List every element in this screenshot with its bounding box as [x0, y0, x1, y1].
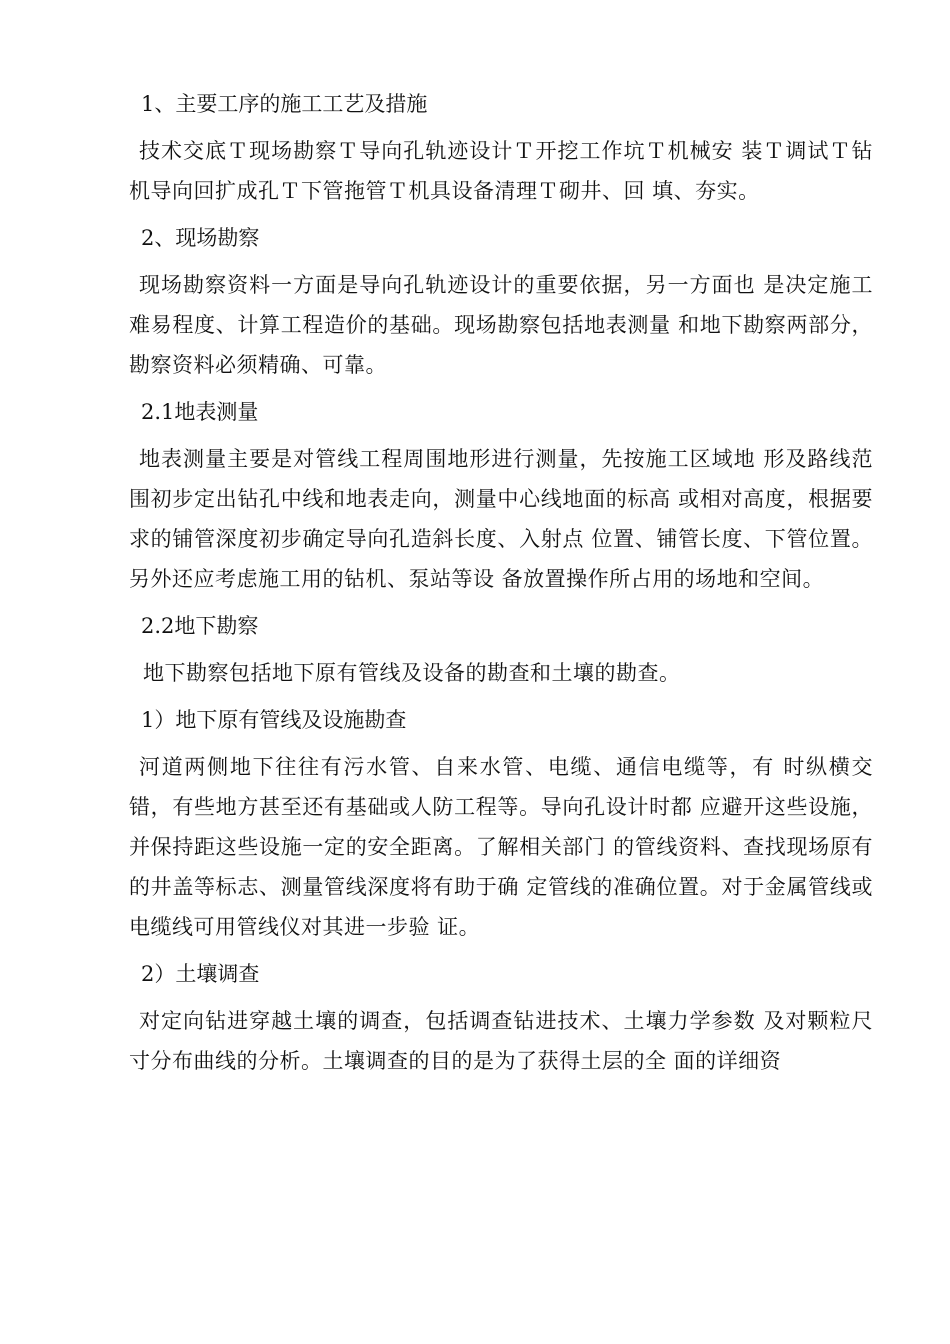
section-heading-site-survey: 2、现场勘察	[141, 226, 260, 250]
subsection-heading-existing-pipelines: 1）地下原有管线及设施勘查	[141, 708, 407, 732]
paragraph-site-survey: 现场勘察资料一方面是导向孔轨迹设计的重要依据，另一方面也 是决定施工难易程度、计算工程造价的基础。现场勘察包括地表测量 和地下勘察两部分，勘察资料必须精确、可靠。	[129, 273, 873, 377]
document-body	[129, 84, 873, 1088]
section-heading-main-process: 1、主要工序的施工工艺及措施	[141, 92, 428, 116]
paragraph-existing-pipelines: 河道两侧地下往往有污水管、自来水管、电缆、通信电缆等，有 时纵横交错，有些地方甚至还有基础或人防工程等。导向孔设计时都 应避开这些设施，并保持距这些设施一定的安全距离。了解相关部门 的管线资料、查找现场原有的井盖等标志、测量管线深度将有助于确 定管线的准确位置。对于金属管线或电缆线可用管线仪对其进一步验 证。	[129, 755, 873, 939]
paragraph-underground-survey: 地下勘察包括地下原有管线及设备的勘查和土壤的勘查。	[143, 661, 681, 685]
paragraph-surface-survey: 地表测量主要是对管线工程周围地形进行测量，先按施工区域地 形及路线范围初步定出钻孔中线和地表走向，测量中心线地面的标高 或相对高度，根据要求的铺管深度初步确定导向孔造斜长度、入射点 位置、铺管长度、下管位置。另外还应考虑施工用的钻机、泵站等设 备放置操作所占用的场地和空间。	[129, 447, 873, 591]
subsection-heading-soil-survey: 2）土壤调查	[141, 962, 260, 986]
paragraph-process-flow: 技术交底Ｔ现场勘察Ｔ导向孔轨迹设计Ｔ开挖工作坑Ｔ机械安 装Ｔ调试Ｔ钻机导向回扩成孔Ｔ下管拖管Ｔ机具设备清理Ｔ砌井、回 填、夯实。	[129, 139, 873, 203]
section-heading-surface-survey: 2.1地表测量	[141, 400, 259, 424]
paragraph-soil-survey: 对定向钻进穿越土壤的调查，包括调查钻进技术、土壤力学参数 及对颗粒尺寸分布曲线的分析。土壤调查的目的是为了获得土层的全 面的详细资	[129, 1009, 873, 1073]
section-heading-underground-survey: 2.2地下勘察	[141, 614, 259, 638]
